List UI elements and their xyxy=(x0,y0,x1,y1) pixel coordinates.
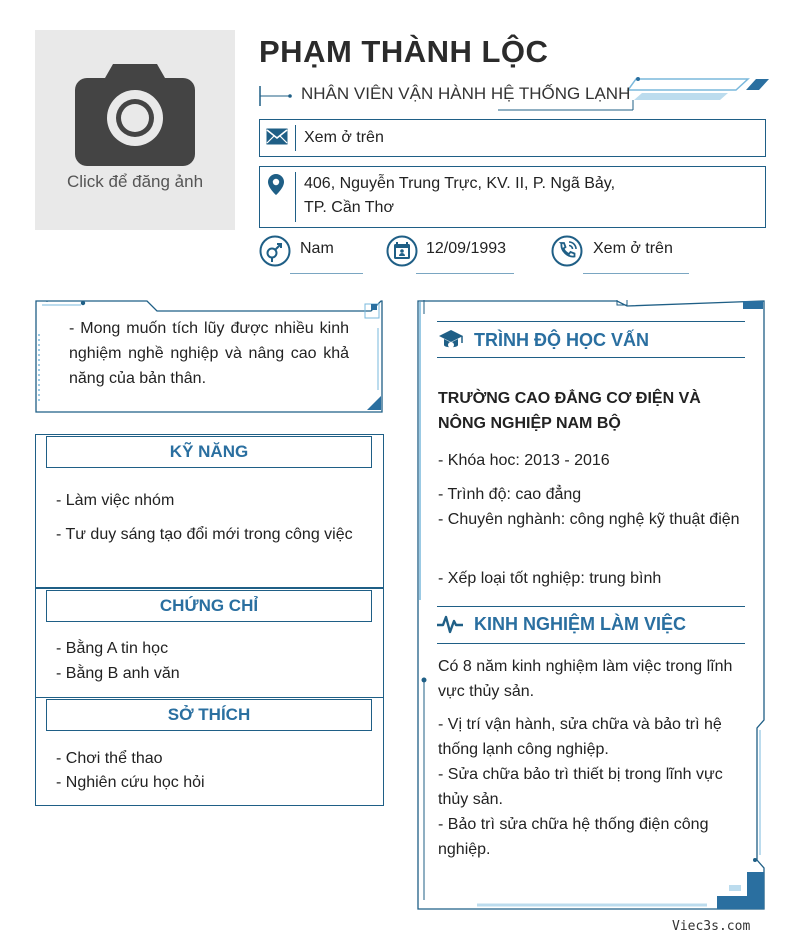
candidate-name: PHẠM THÀNH LỘC xyxy=(259,34,549,69)
calendar-icon xyxy=(386,235,418,267)
gender-value: Nam xyxy=(300,240,334,257)
phone-value: Xem ở trên xyxy=(593,240,673,257)
objective-text: - Mong muốn tích lũy được nhiều kinh nghiệm nghề nghiệp và nâng cao khả năng của bản thân. xyxy=(69,320,349,387)
camera-icon xyxy=(75,60,195,166)
skills-title: KỸ NĂNG xyxy=(46,436,372,468)
gender-icon xyxy=(259,235,291,267)
birthday-value: 12/09/1993 xyxy=(426,240,507,257)
certificate-item: - Bằng B anh văn xyxy=(56,665,180,682)
email-value: Xem ở trên xyxy=(304,129,384,146)
phone-icon xyxy=(551,235,583,267)
certificates-section xyxy=(35,588,384,698)
education-course: - Khóa hoc: 2013 - 2016 xyxy=(438,452,610,469)
job-title: NHÂN VIÊN VẬN HÀNH HỆ THỐNG LẠNH xyxy=(301,84,631,103)
skill-item: - Làm việc nhóm xyxy=(56,492,175,509)
school-name: TRƯỜNG CAO ĐẲNG CƠ ĐIỆN VÀ NÔNG NGHIỆP NAM BỘ xyxy=(438,390,701,432)
address-line-2: TP. Cần Thơ xyxy=(304,199,394,216)
location-pin-icon xyxy=(266,173,286,197)
education-grade: - Xếp loại tốt nghiệp: trung bình xyxy=(438,570,662,587)
education-title: TRÌNH ĐỘ HỌC VẤN xyxy=(474,330,649,350)
graduation-cap-icon xyxy=(438,328,464,352)
hobbies-title: SỞ THÍCH xyxy=(46,699,372,731)
career-objective xyxy=(35,300,383,413)
photo-placeholder[interactable] xyxy=(35,30,235,230)
certificate-item: - Bằng A tin học xyxy=(56,640,169,657)
hobby-item: - Nghiên cứu học hỏi xyxy=(56,774,205,791)
experience-item: - Vị trí vận hành, sửa chữa và bảo trì hệ thống lạnh công nghiệp. xyxy=(438,716,722,758)
hobby-item: - Chơi thể thao xyxy=(56,750,163,767)
footer-brand: Viec3s.com xyxy=(672,919,751,934)
education-level: - Trình độ: cao đẳng xyxy=(438,486,582,503)
hobbies-section xyxy=(35,697,384,806)
experience-title: KINH NGHIỆM LÀM VIỆC xyxy=(474,614,687,634)
envelope-icon xyxy=(266,128,288,145)
experience-item: - Sửa chữa bảo trì thiết bị trong lĩnh vực thủy sản. xyxy=(438,766,723,808)
education-major: - Chuyên nghành: công nghệ kỹ thuật điện xyxy=(438,511,740,528)
photo-caption: Click để đăng ảnh xyxy=(66,172,204,191)
experience-summary: Có 8 năm kinh nghiệm làm việc trong lĩnh vực thủy sản. xyxy=(438,658,733,700)
email-box xyxy=(259,119,766,157)
experience-item: - Bảo trì sửa chữa hệ thống điện công nghiệp. xyxy=(438,816,709,858)
skill-item: - Tư duy sáng tạo đổi mới trong công việc xyxy=(56,526,353,543)
address-box xyxy=(259,166,766,228)
pulse-icon xyxy=(436,613,464,635)
certificates-title: CHỨNG CHỈ xyxy=(46,590,372,622)
skills-section xyxy=(35,434,384,588)
address-line-1: 406, Nguyễn Trung Trực, KV. II, P. Ngã Bảy, xyxy=(304,175,616,192)
right-column xyxy=(417,300,765,910)
